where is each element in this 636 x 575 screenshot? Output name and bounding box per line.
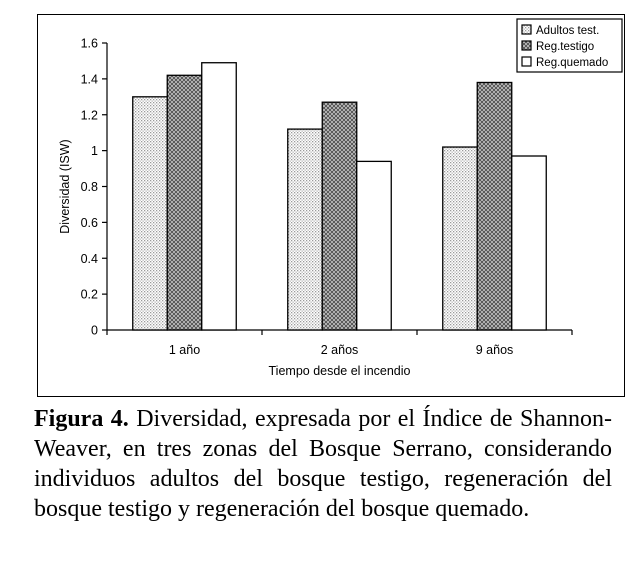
x-tick-label: 2 años — [320, 343, 359, 357]
caption-text: Diversidad, expresada por el Índice de Shannon-Weaver, en tres zonas del Bosque Serrano, considerando individuos adultos del bosque testigo, regeneración del bosque testigo y regeneración del bosque quemado. — [34, 406, 612, 522]
chart-legend — [517, 19, 622, 72]
y-tick-label: 0.8 — [80, 180, 98, 194]
legend-swatch — [522, 57, 531, 66]
bar-adultos-test--2 — [443, 147, 478, 330]
y-tick-label: 0.4 — [80, 251, 98, 266]
bar-adultos-test--1 — [288, 129, 323, 330]
x-tick-label: 9 años — [475, 343, 514, 357]
chart-bars — [133, 63, 547, 330]
bar-reg-testigo-0 — [167, 75, 202, 330]
legend-swatch — [522, 25, 531, 34]
figure-caption — [34, 404, 612, 524]
y-tick-label: 1 — [91, 144, 98, 159]
legend-label: Adultos test. — [536, 25, 600, 37]
bar-reg-quemado-2 — [512, 156, 547, 330]
x-axis-title: Tiempo desde el incendio — [268, 364, 411, 378]
bar-adultos-test--0 — [133, 97, 168, 330]
bar-reg-quemado-0 — [202, 63, 237, 330]
x-tick-label: 1 año — [168, 343, 201, 357]
legend-swatch — [522, 41, 531, 50]
legend-label: Reg.quemado — [536, 57, 609, 69]
bar-reg-testigo-2 — [477, 82, 512, 330]
y-tick-label: 1.2 — [80, 108, 98, 123]
figure-label: Figura 4. — [34, 406, 129, 432]
y-tick-label: 0.6 — [80, 215, 98, 230]
y-axis-title: Diversidad (ISW) — [58, 139, 72, 234]
y-tick-label: 0 — [91, 323, 98, 338]
y-tick-label: 0.2 — [80, 287, 98, 302]
y-tick-label: 1.6 — [80, 36, 98, 51]
y-tick-label: 1.4 — [80, 72, 98, 87]
bar-reg-quemado-1 — [357, 161, 392, 330]
legend-label: Reg.testigo — [536, 41, 595, 53]
bar-reg-testigo-1 — [322, 102, 357, 330]
